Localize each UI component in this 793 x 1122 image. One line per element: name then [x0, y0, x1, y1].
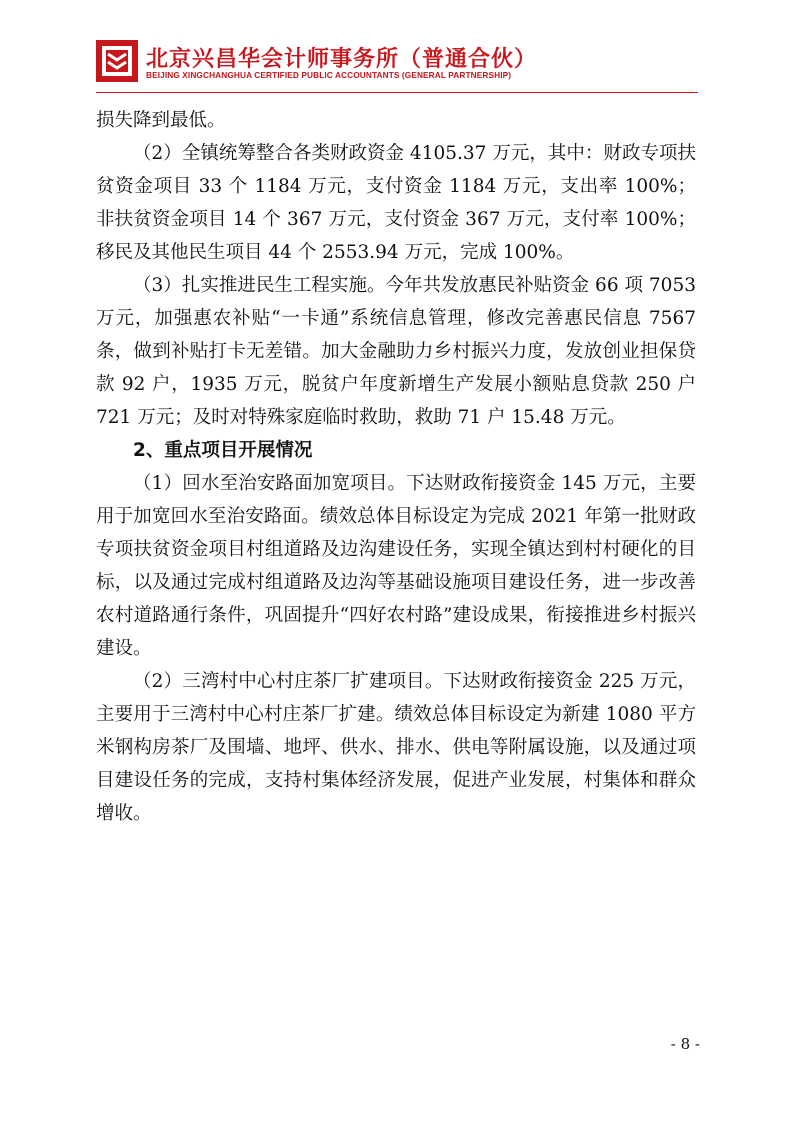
paragraph: 损失降到最低。	[96, 110, 226, 131]
firm-name-en: BEIJING XINGCHANGHUA CERTIFIED PUBLIC ACCOUNTANTS (GENERAL PARTNERSHIP)	[146, 70, 512, 80]
body-text	[96, 104, 696, 830]
letterhead	[96, 40, 696, 92]
header-divider	[96, 92, 698, 93]
paragraph: （2）三湾村中心村庄茶厂扩建项目。下达财政衔接资金 225 万元，主要用于三湾村中心村庄茶厂扩建。绩效总体目标设定为新建 1080 平方米钢构房茶厂及围墙、地坪、供水、排水、供电等附属设施，以及通过项目建设任务的完成，支持村集体经济发展，促进产业发展，村集体和群众增收。	[96, 671, 696, 824]
page-number: - 8 -	[670, 1035, 700, 1053]
paragraph: （2）全镇统筹整合各类财政资金 4105.37 万元，其中：财政专项扶贫资金项目 33 个 1184 万元，支付资金 1184 万元，支出率 100%；非扶贫资金项目 14 个 367 万元，支付资金 367 万元，支付率 100%；移民及其他民生项目 44 个 2553.94 万元，完成 100%。	[96, 143, 696, 263]
paragraph: （1）回水至治安路面加宽项目。下达财政衔接资金 145 万元，主要用于加宽回水至治安路面。绩效总体目标设定为完成 2021 年第一批财政专项扶贫资金项目村组道路及边沟建设任务，实现全镇达到村村硬化的目标，以及通过完成村组道路及边沟等基础设施项目建设任务，进一步改善农村道路通行条件，巩固提升“四好农村路”建设成果，衔接推进乡村振兴建设。	[96, 473, 696, 659]
firm-name-cn: 北京兴昌华会计师事务所（普通合伙）	[146, 47, 538, 72]
paragraph: （3）扎实推进民生工程实施。今年共发放惠民补贴资金 66 项 7053 万元，加强惠农补贴“一卡通”系统信息管理，修改完善惠民信息 7567 条，做到补贴打卡无差错。加大金融助力乡村振兴力度，发放创业担保贷款 92 户，1935 万元，脱贫户年度新增生产发展小额贴息贷款 250 户 721 万元；及时对特殊家庭临时救助，救助 71 户 15.48 万元。	[96, 275, 696, 428]
hua-logo-icon	[96, 40, 138, 82]
section-heading: 2、重点项目开展情况	[133, 440, 313, 461]
